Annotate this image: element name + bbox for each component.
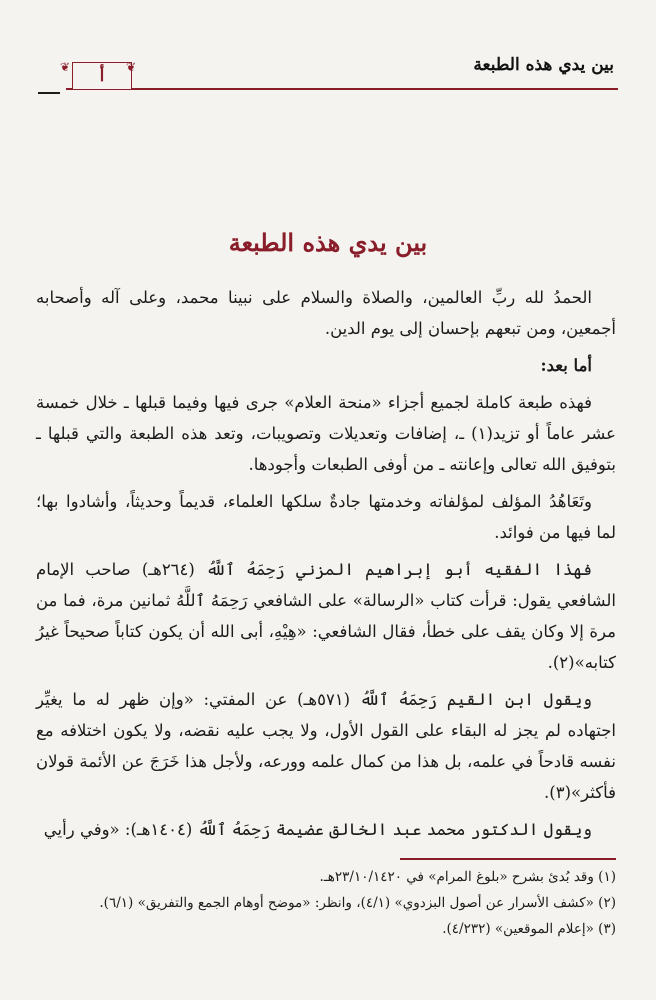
header-dash xyxy=(38,86,60,94)
paragraph: وتَعَاهُدُ المؤلف لمؤلفاته وخدمتها جادةٌ سلكها العلماء، قديماً وحديثاً، وأشادوا بها؛ لما فيها من فوائد. xyxy=(36,492,616,542)
paragraph: فهذه طبعة كاملة لجميع أجزاء «منحة العلام» جرى فيها وفيما قبلها ـ خلال خمسة عشر عاماً أو تزيد(١) ـ، إضافات وتعديلات وتصويبات، وتعد هذه الطبعة والتي قبلها ـ بتوفيق الله تعالى وإعانته ـ من أوفى الطبعات وأجودها. xyxy=(36,393,616,474)
running-header-title: بين يدي هذه الطبعة xyxy=(473,55,614,75)
footnotes xyxy=(36,864,616,942)
footnote-rule xyxy=(400,858,616,860)
page-number: أ xyxy=(72,62,132,89)
ornament-icon: ❦ xyxy=(60,60,71,74)
paragraph: ويقول الدكتور محمد عبد الخالق عضيمة رَحِمَهُ ٱللَّهُ (١٤٠٤هـ): «وفي رأيي xyxy=(43,820,592,839)
footnote: (٣) «إعلام الموقعين» (٤/٢٣٢). xyxy=(442,921,616,937)
paragraph-lead: أما بعد: xyxy=(540,356,592,375)
main-text xyxy=(36,282,616,851)
ornament-icon: ❦ xyxy=(126,60,137,74)
footnote: (٢) «كشف الأسرار عن أصول البزدوي» (٤/١)، وانظر: «موضح أوهام الجمع والتفريق» (٦/١). xyxy=(99,895,616,911)
paragraph: الحمدُ لله ربِّ العالمين، والصلاة والسلام على نبينا محمد، وعلى آله وأصحابه أجمعين، ومن تبعهم بإحسان إلى يوم الدين. xyxy=(36,288,616,338)
paragraph: ويقول ابن القيم رَحِمَهُ ٱللَّهُ (٥٧١هـ) عن المفتي: «وإن ظهر له ما يغيِّر اجتهاده لم يجز له البقاء على القول الأول، ولا يجب عليه نقضه، ولا يكون اختلافه مع نفسه قادحاً في علمه، بل هذا من كمال علمه وورعه، ولأجل هذا خَرَجَ عن الأئمة قولان فأكثر»(٣). xyxy=(36,690,616,802)
chapter-title: بين يدي هذه الطبعة xyxy=(228,228,428,257)
footnote: (١) وقد بُدئ بشرح «بلوغ المرام» في ٢٣/١٠/١٤٢٠هـ. xyxy=(319,869,616,885)
paragraph: فهذا الفقيه أبو إبراهيم المزني رَحِمَهُ ٱللَّهُ (٢٦٤هـ) صاحب الإمام الشافعي يقول: قرأت كتاب «الرسالة» على الشافعي رَحِمَهُ ٱللَّهُ ثمانين مرة، فما من مرة إلا وكان يقف على خطأ، فقال الشافعي: «هِيْهِ، أبى الله أن يكون كتاباً صحيحاً غيرُ كتابه»(٢). xyxy=(36,560,616,672)
